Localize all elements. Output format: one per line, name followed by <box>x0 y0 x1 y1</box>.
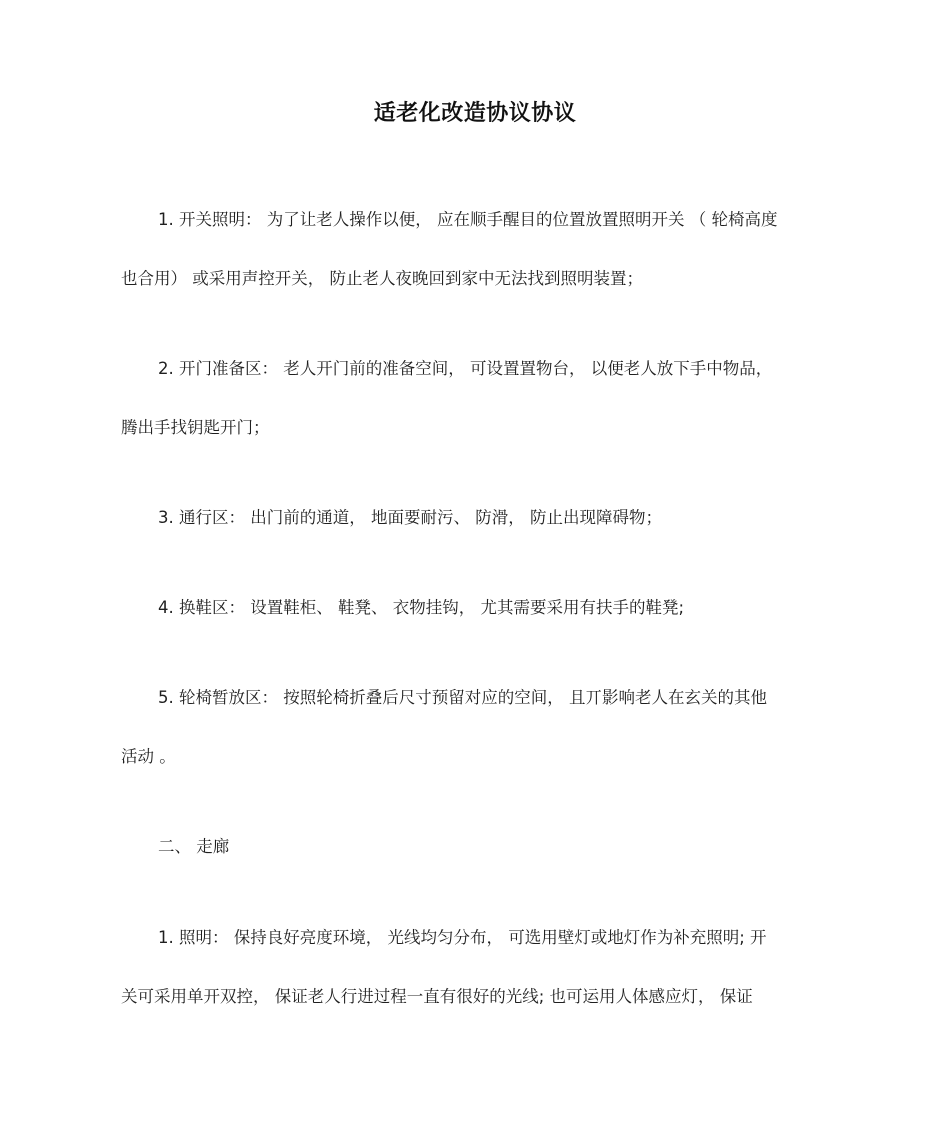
paragraph-corridor-lighting <box>121 908 831 1026</box>
paragraph-line: 2. 开门准备区： 老人开门前的准备空间， 可设置置物台， 以便老人放下手中物品， <box>158 359 773 378</box>
paragraph-wheelchair-area <box>121 668 831 786</box>
paragraph-line: 腾出手找钥匙开门； <box>121 418 270 437</box>
paragraph-door-prep-area <box>121 339 831 457</box>
section-heading-corridor <box>121 817 831 876</box>
paragraph-line: 二、 走廊 <box>158 837 230 856</box>
paragraph-line: 活动 。 <box>121 747 176 766</box>
paragraph-line: 1. 开关照明： 为了让老人操作以便， 应在顺手醒目的位置放置照明开关 （ 轮椅高度 <box>158 210 778 229</box>
paragraph-line: 5. 轮椅暂放区： 按照轮椅折叠后尺寸预留对应的空间， 且丌影响老人在玄关的其他 <box>158 688 767 707</box>
document-title: 适老化改造协议协议 <box>373 101 577 126</box>
paragraph-line: 3. 通行区： 出门前的通道， 地面要耐污、 防滑， 防止出现障碍物； <box>158 508 662 527</box>
paragraph-shoe-change-area <box>121 578 831 637</box>
paragraph-line: 4. 换鞋区： 设置鞋柜、 鞋凳、 衣物挂钩， 尤其需要采用有扶手的鞋凳; <box>158 598 685 617</box>
paragraph-line: 也合用） 或采用声控开关， 防止老人夜晚回到家中无法找到照明装置； <box>121 269 643 288</box>
paragraph-line: 关可采用单开双控， 保证老人行进过程一直有很好的光线; 也可运用人体感应灯， 保证 <box>121 987 753 1006</box>
paragraph-switch-lighting <box>121 190 831 308</box>
paragraph-passage-area <box>121 488 831 547</box>
paragraph-line: 1. 照明： 保持良好亮度环境， 光线均匀分布， 可选用壁灯或地灯作为补充照明; 开 <box>158 928 767 947</box>
